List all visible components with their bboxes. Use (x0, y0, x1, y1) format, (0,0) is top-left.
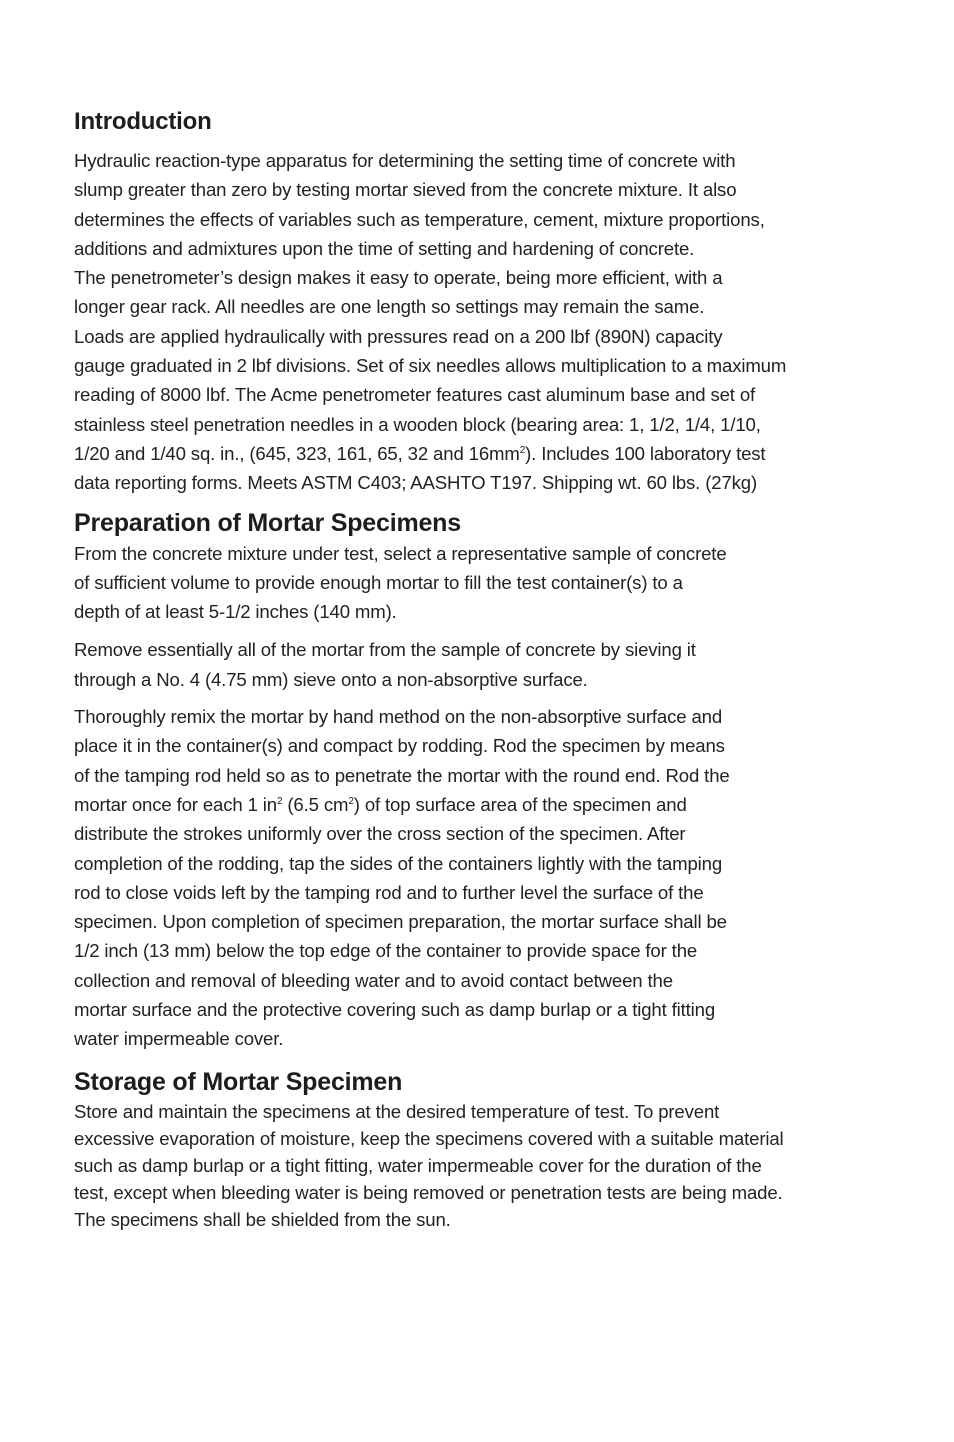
text-line: place it in the container(s) and compact by rodding. Rod the specimen by means (74, 735, 725, 757)
introduction-heading: Introduction (74, 108, 212, 135)
text-line: mortar surface and the protective covering such as damp burlap or a tight fitting (74, 999, 716, 1021)
text-line: Remove essentially all of the mortar from the sample of concrete by sieving it (74, 639, 696, 661)
text-line: 1/20 and 1/40 sq. in., (645, 323, 161, 65, 32 and 16mm (74, 442, 520, 464)
introduction-paragraph (74, 146, 884, 498)
text-line: slump greater than zero by testing mortar sieved from the concrete mixture. It also (74, 179, 737, 201)
text-line: Thoroughly remix the mortar by hand method on the non-absorptive surface and (74, 706, 723, 728)
section-preparation (74, 507, 884, 1054)
superscript: 2 (348, 795, 354, 807)
text-line: The specimens shall be shielded from the sun. (74, 1208, 451, 1230)
storage-paragraph (74, 1098, 884, 1233)
preparation-paragraph-2 (74, 635, 884, 694)
text-line: additions and admixtures upon the time of setting and hardening of concrete. (74, 237, 695, 259)
preparation-paragraph-3 (74, 702, 884, 1054)
text-line: collection and removal of bleeding water and to avoid contact between the (74, 969, 673, 991)
preparation-paragraph-1 (74, 539, 884, 627)
text-line: Store and maintain the specimens at the desired temperature of test. To prevent (74, 1100, 720, 1122)
text-line: Loads are applied hydraulically with pressures read on a 200 lbf (890N) capacity (74, 325, 723, 347)
text-line: (6.5 cm (282, 793, 349, 815)
text-line: The penetrometer’s design makes it easy to operate, being more efficient, with a (74, 267, 723, 289)
text-line: such as damp burlap or a tight fitting, water impermeable cover for the duration of the (74, 1154, 762, 1176)
text-line: depth of at least 5-1/2 inches (140 mm). (74, 601, 397, 623)
text-line: determines the effects of variables such as temperature, cement, mixture proportions, (74, 208, 765, 230)
text-line: completion of the rodding, tap the sides of the containers lightly with the tamping (74, 852, 723, 874)
text-line: test, except when bleeding water is being removed or penetration tests are being made. (74, 1181, 783, 1203)
text-line: ) of top surface area of the specimen and (353, 793, 687, 815)
text-line: water impermeable cover. (74, 1028, 284, 1050)
text-line: mortar once for each 1 in (74, 793, 277, 815)
text-line: From the concrete mixture under test, select a representative sample of concrete (74, 542, 727, 564)
preparation-heading: Preparation of Mortar Specimens (74, 508, 461, 537)
text-line: of the tamping rod held so as to penetrate the mortar with the round end. Rod the (74, 764, 730, 786)
text-line: data reporting forms. Meets ASTM C403; AASHTO T197. Shipping wt. 60 lbs. (27kg) (74, 472, 757, 494)
section-introduction (74, 104, 884, 498)
text-line: of sufficient volume to provide enough mortar to fill the test container(s) to a (74, 571, 683, 593)
text-line: specimen. Upon completion of specimen preparation, the mortar surface shall be (74, 911, 727, 933)
text-line: distribute the strokes uniformly over the cross section of the specimen. After (74, 823, 686, 845)
text-line: rod to close voids left by the tamping rod and to further level the surface of the (74, 881, 704, 903)
text-line: ). Includes 100 laboratory test (525, 442, 766, 464)
superscript: 2 (519, 444, 526, 456)
text-line: 1/2 inch (13 mm) below the top edge of the container to provide space for the (74, 940, 698, 962)
document-page (74, 104, 884, 1233)
superscript: 2 (276, 795, 283, 807)
text-line: through a No. 4 (4.75 mm) sieve onto a non-absorptive surface. (74, 668, 588, 690)
section-storage (74, 1066, 884, 1233)
text-line: longer gear rack. All needles are one length so settings may remain the same. (74, 296, 705, 318)
text-line: stainless steel penetration needles in a wooden block (bearing area: 1, 1/2, 1/4, 1/10, (74, 413, 761, 435)
text-line: gauge graduated in 2 lbf divisions. Set of six needles allows multiplication to a maximum (74, 355, 787, 377)
text-line: Hydraulic reaction-type apparatus for determining the setting time of concrete with (74, 150, 736, 171)
storage-heading: Storage of Mortar Specimen (74, 1067, 403, 1096)
text-line: excessive evaporation of moisture, keep the specimens covered with a suitable material (74, 1127, 784, 1149)
text-line: reading of 8000 lbf. The Acme penetrometer features cast aluminum base and set of (74, 384, 756, 406)
